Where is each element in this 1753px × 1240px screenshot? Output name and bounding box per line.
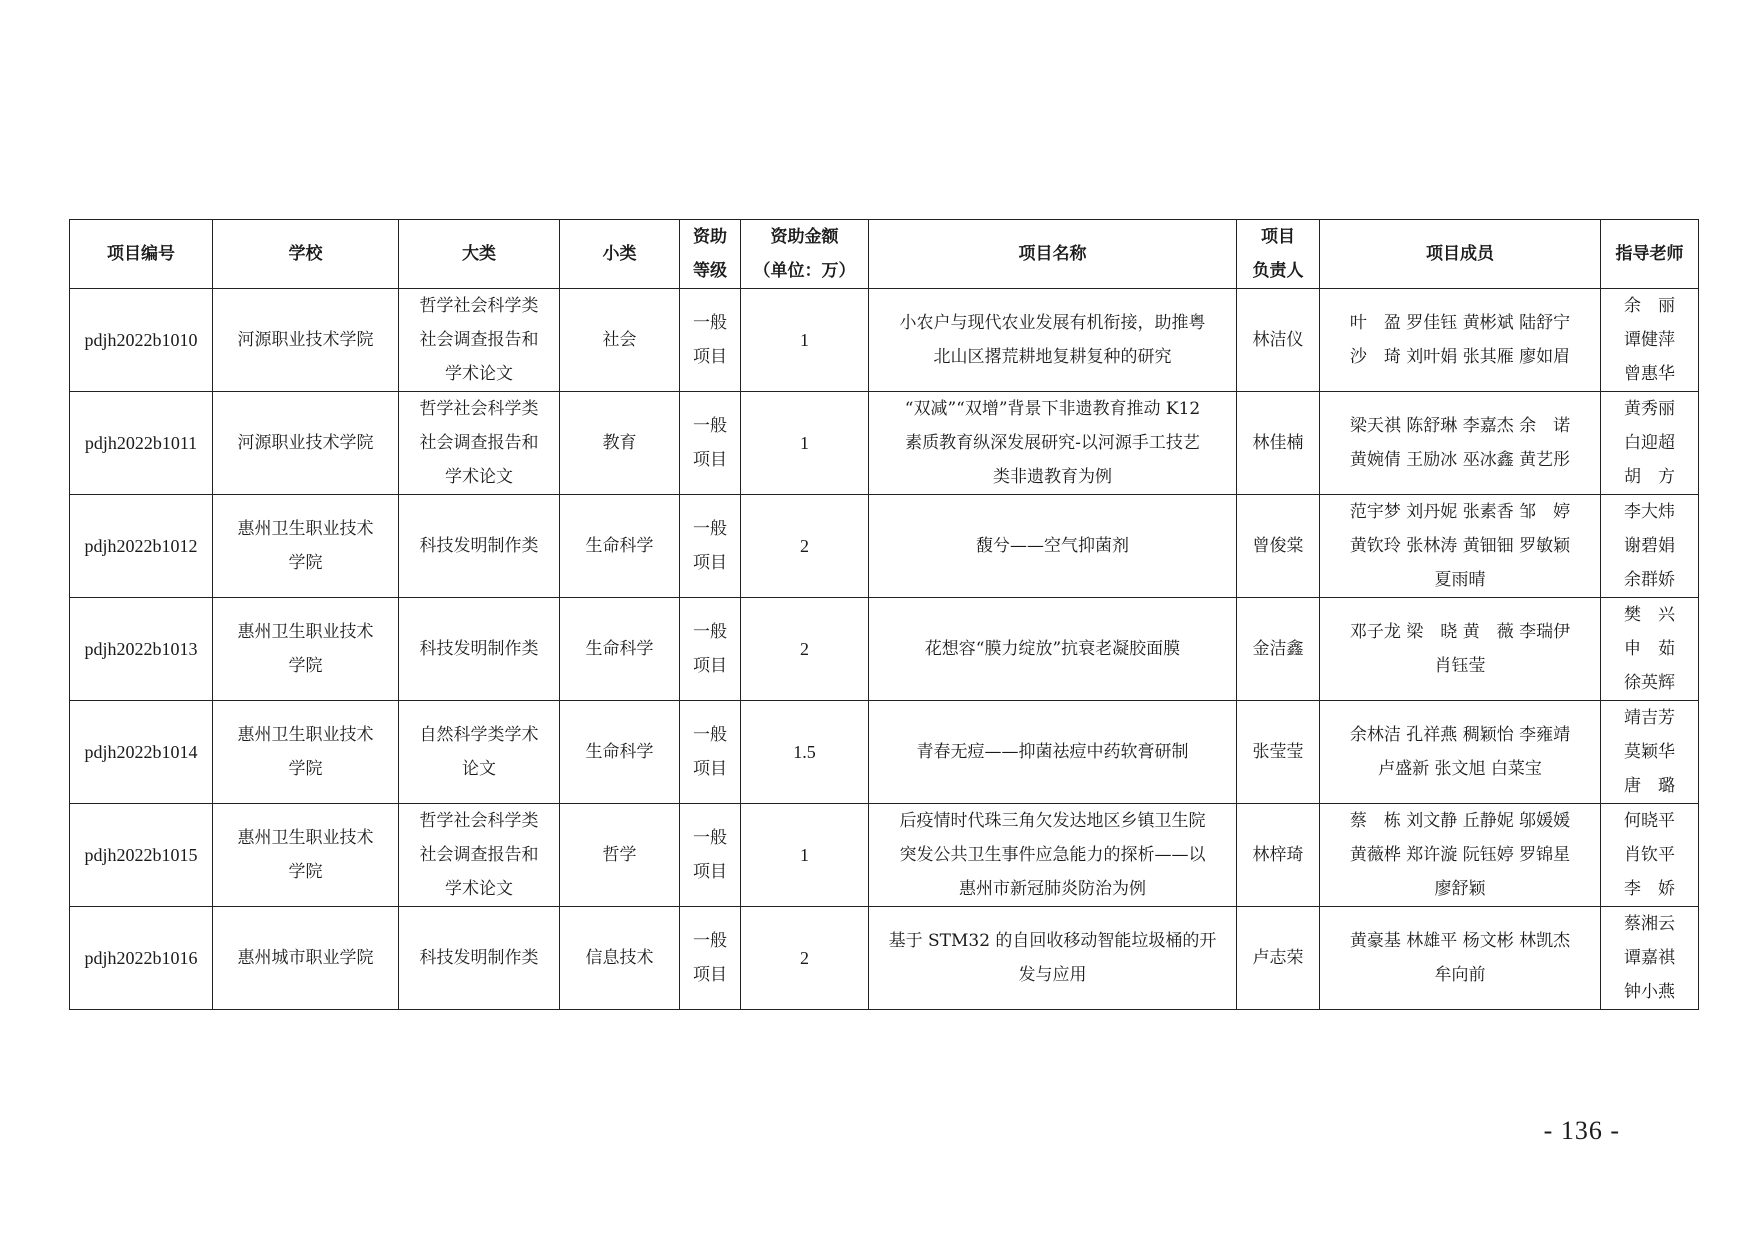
table-row [70,907,1699,1010]
cell-line: 何晓平 [1624,811,1675,831]
cell-line: 后疫情时代珠三角欠发达地区乡镇卫生院 [899,811,1206,831]
funding-amount-cell: 1.5 [741,701,869,804]
project-members-cell [1320,392,1601,495]
advisors-cell [1601,289,1699,392]
cell-line: 一般 [693,725,727,745]
table-row [70,495,1699,598]
cell-line: 基于 STM32 的自回收移动智能垃圾桶的开 [888,931,1217,951]
cell-line: 唐 璐 [1624,776,1675,796]
page-number: - 136 - [1543,1116,1620,1145]
category-cell [399,598,560,701]
project-leader-cell: 林洁仪 [1237,289,1320,392]
cell-line: 河源职业技术学院 [237,433,374,453]
cell-line: 李大炜 [1624,502,1675,522]
cell-line: 科技发明制作类 [419,639,539,659]
cell-line: 素质教育纵深发展研究-以河源手工技艺 [905,433,1200,453]
cell-line: 论文 [462,759,496,779]
school-cell [213,598,399,701]
cell-line: 大类 [462,244,496,264]
project-table [69,219,1699,1010]
cell-line: 哲学社会科学类 [419,811,539,831]
cell-line: 学院 [288,862,323,882]
subcategory-cell: 哲学 [560,804,680,907]
cell-line: 学术论文 [445,364,513,384]
cell-line: 学校 [288,244,323,264]
cell-line: 余林洁 孔祥燕 稠颖怡 李雍靖 [1349,725,1571,745]
subcategory-cell: 生命科学 [560,598,680,701]
cell-line: 突发公共卫生事件应急能力的探析——以 [899,845,1206,865]
cell-line: 项目成员 [1426,244,1494,264]
advisors-cell [1601,495,1699,598]
advisors-cell [1601,701,1699,804]
funding-level-cell [680,804,741,907]
cell-line: 项目 [693,965,727,985]
project-leader-cell: 林梓琦 [1237,804,1320,907]
header-funding-level [680,220,741,289]
cell-line: 廖舒颖 [1434,879,1486,899]
cell-line: 沙 琦 刘叶娟 张其雁 廖如眉 [1349,347,1571,367]
cell-line: 一般 [693,931,727,951]
header-school [213,220,399,289]
funding-amount-cell: 1 [741,289,869,392]
cell-line: 一般 [693,313,727,333]
cell-line: 一般 [693,519,727,539]
cell-line: 惠州卫生职业技术 [237,519,374,539]
advisors-cell [1601,907,1699,1010]
category-cell [399,392,560,495]
cell-line: 学术论文 [445,467,513,487]
header-project-members [1320,220,1601,289]
cell-line: 肖钦平 [1624,845,1675,865]
header-project-leader [1237,220,1320,289]
cell-line: 蔡湘云 [1624,914,1675,934]
cell-line: 发与应用 [1018,965,1087,985]
header-funding-amount [741,220,869,289]
project-code-cell: pdjh2022b1012 [70,495,213,598]
table-row [70,701,1699,804]
project-name-cell [869,701,1237,804]
cell-line: 卢盛新 张文旭 白菜宝 [1378,759,1542,779]
advisors-cell [1601,804,1699,907]
funding-level-cell [680,289,741,392]
cell-line: 河源职业技术学院 [237,330,374,350]
cell-line: 胡 方 [1624,467,1675,487]
cell-line: 学院 [288,553,323,573]
cell-line: 黄秀丽 [1624,399,1675,419]
cell-line: 惠州市新冠肺炎防治为例 [959,879,1146,899]
project-leader-cell: 卢志荣 [1237,907,1320,1010]
cell-line: 项目 [693,553,727,573]
cell-line: 白迎超 [1624,433,1675,453]
cell-line: 申 茹 [1624,639,1675,659]
cell-line: 樊 兴 [1624,605,1675,625]
cell-line: 徐英辉 [1624,673,1675,693]
cell-line: 曾惠华 [1624,364,1675,384]
cell-line: 黄豪基 林雄平 杨文彬 林凯杰 [1349,931,1571,951]
cell-line: 项目 [693,656,727,676]
cell-line: 肖钰莹 [1434,656,1486,676]
table-row [70,289,1699,392]
cell-line: 指导老师 [1615,244,1684,264]
project-leader-cell: 金洁鑫 [1237,598,1320,701]
cell-line: 谭嘉祺 [1624,948,1675,968]
funding-amount-cell: 1 [741,804,869,907]
cell-line: 邓子龙 梁 晓 黄 薇 李瑞伊 [1349,622,1571,642]
table-header-row [70,220,1699,289]
project-code-cell: pdjh2022b1011 [70,392,213,495]
cell-line: 一般 [693,622,727,642]
cell-line: 黄婉倩 王励冰 巫冰鑫 黄艺彤 [1349,450,1571,470]
project-name-cell [869,907,1237,1010]
cell-line: 学院 [288,759,323,779]
project-code-cell: pdjh2022b1016 [70,907,213,1010]
funding-level-cell [680,701,741,804]
cell-line: 靖吉芳 [1624,708,1675,728]
cell-line: 花想容“膜力绽放”抗衰老凝胶面膜 [924,639,1181,659]
cell-line: 社会调查报告和 [419,433,539,453]
cell-line: 项目编号 [107,244,175,264]
header-subcategory [560,220,680,289]
cell-line: 余 丽 [1624,296,1675,316]
cell-line: 北山区撂荒耕地复耕复种的研究 [933,347,1172,367]
cell-line: 等级 [693,261,727,281]
cell-line: 项目 [693,347,727,367]
project-name-cell [869,804,1237,907]
cell-line: 学术论文 [445,879,513,899]
project-members-cell [1320,907,1601,1010]
cell-line: 小农户与现代农业发展有机衔接，助推粤 [899,313,1206,333]
subcategory-cell: 社会 [560,289,680,392]
header-advisors [1601,220,1699,289]
table-body [70,289,1699,1010]
cell-line: 自然科学类学术 [419,725,539,745]
project-name-cell [869,495,1237,598]
cell-line: 负责人 [1252,261,1304,281]
cell-line: 夏雨晴 [1434,570,1486,590]
category-cell [399,701,560,804]
funding-amount-cell: 2 [741,598,869,701]
funding-amount-cell: 1 [741,392,869,495]
project-leader-cell: 曾俊棠 [1237,495,1320,598]
cell-line: 项目 [693,862,727,882]
header-project-name [869,220,1237,289]
cell-line: 小类 [602,244,637,264]
school-cell [213,289,399,392]
cell-line: 惠州卫生职业技术 [237,828,374,848]
project-name-cell [869,392,1237,495]
project-leader-cell: 林佳楠 [1237,392,1320,495]
funding-level-cell [680,598,741,701]
cell-line: 科技发明制作类 [419,536,539,556]
cell-line: 项目 [1261,227,1295,247]
school-cell [213,804,399,907]
project-members-cell [1320,289,1601,392]
cell-line: 钟小燕 [1624,982,1675,1002]
header-category [399,220,560,289]
project-code-cell: pdjh2022b1010 [70,289,213,392]
project-name-cell [869,289,1237,392]
cell-line: 李 娇 [1624,879,1675,899]
cell-line: 资助 [693,227,727,247]
cell-line: 科技发明制作类 [419,948,539,968]
cell-line: 莫颖华 [1624,742,1675,762]
funding-level-cell [680,495,741,598]
project-members-cell [1320,804,1601,907]
category-cell [399,289,560,392]
cell-line: 一般 [693,828,727,848]
school-cell [213,392,399,495]
cell-line: 余群娇 [1624,570,1675,590]
header-project-code [70,220,213,289]
cell-line: 惠州城市职业学院 [237,948,374,968]
funding-amount-cell: 2 [741,495,869,598]
table-row [70,392,1699,495]
cell-line: “双减”“双增”背景下非遗教育推动 K12 [904,399,1201,419]
cell-line: （单位：万） [753,261,856,281]
cell-line: 类非遗教育为例 [993,467,1112,487]
cell-line: 叶 盈 罗佳钰 黄彬斌 陆舒宁 [1349,313,1571,333]
cell-line: 一般 [693,416,727,436]
cell-line: 谢碧娟 [1624,536,1675,556]
cell-line: 社会调查报告和 [419,330,539,350]
funding-level-cell [680,907,741,1010]
category-cell [399,907,560,1010]
cell-line: 黄薇桦 郑许漩 阮钰婷 罗锦星 [1349,845,1571,865]
cell-line: 谭健萍 [1624,330,1675,350]
subcategory-cell: 生命科学 [560,495,680,598]
project-leader-cell: 张莹莹 [1237,701,1320,804]
funding-amount-cell: 2 [741,907,869,1010]
cell-line: 馥兮——空气抑菌剂 [976,536,1129,556]
cell-line: 项目名称 [1018,244,1087,264]
school-cell [213,701,399,804]
subcategory-cell: 生命科学 [560,701,680,804]
funding-level-cell [680,392,741,495]
category-cell [399,495,560,598]
cell-line: 梁天祺 陈舒琳 李嘉杰 余 诺 [1349,416,1571,436]
project-code-cell: pdjh2022b1015 [70,804,213,907]
cell-line: 学院 [288,656,323,676]
school-cell [213,907,399,1010]
advisors-cell [1601,392,1699,495]
school-cell [213,495,399,598]
cell-line: 范宇梦 刘丹妮 张素香 邹 婷 [1349,502,1571,522]
project-name-cell [869,598,1237,701]
project-code-cell: pdjh2022b1014 [70,701,213,804]
cell-line: 项目 [693,759,727,779]
subcategory-cell: 信息技术 [560,907,680,1010]
subcategory-cell: 教育 [560,392,680,495]
project-members-cell [1320,598,1601,701]
cell-line: 惠州卫生职业技术 [237,725,374,745]
cell-line: 项目 [693,450,727,470]
category-cell [399,804,560,907]
cell-line: 蔡 栋 刘文静 丘静妮 邬媛媛 [1349,811,1571,831]
cell-line: 青春无痘——抑菌祛痘中药软膏研制 [916,742,1189,762]
table-row [70,804,1699,907]
cell-line: 惠州卫生职业技术 [237,622,374,642]
cell-line: 哲学社会科学类 [419,399,539,419]
cell-line: 资助金额 [770,227,839,247]
project-members-cell [1320,701,1601,804]
cell-line: 社会调查报告和 [419,845,539,865]
project-code-cell: pdjh2022b1013 [70,598,213,701]
cell-line: 黄钦玲 张林涛 黄钿钿 罗敏颖 [1349,536,1571,556]
cell-line: 牟向前 [1434,965,1486,985]
project-members-cell [1320,495,1601,598]
cell-line: 哲学社会科学类 [419,296,539,316]
advisors-cell [1601,598,1699,701]
table-row [70,598,1699,701]
